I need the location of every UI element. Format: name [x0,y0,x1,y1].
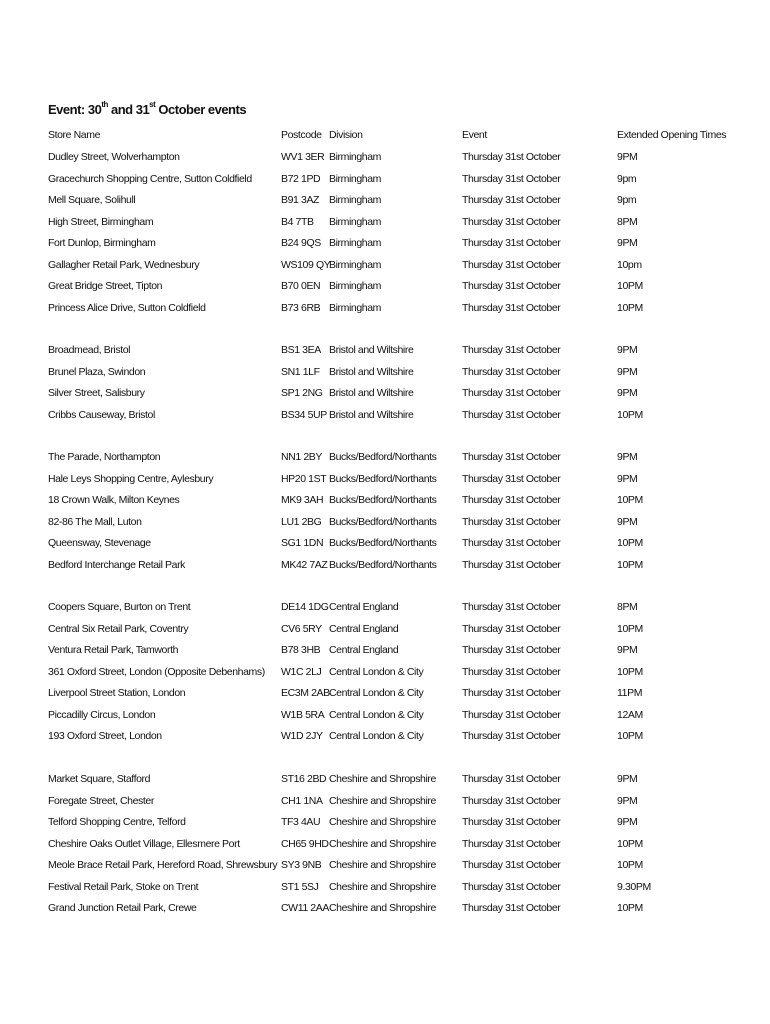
cell-postcode: EC3M 2AB [281,687,330,699]
cell-opening-time: 10PM [617,665,643,678]
cell-store-name: Central Six Retail Park, Coventry [48,622,189,635]
cell-opening-time: 9PM [617,515,638,528]
cell-opening-time: 10PM [617,408,643,421]
cell-opening-time: 12AM [617,708,643,721]
cell-division: Central England [329,644,399,656]
column-header-division: Division [329,129,363,141]
column-header-times: Extended Opening Times [617,129,727,141]
cell-event: Thursday 31st October [462,859,561,871]
column-header-event: Event [462,129,487,141]
cell-event: Thursday 31st October [462,408,561,421]
cell-opening-time: 10PM [617,494,643,506]
table-row [0,664,770,680]
cell-store-name: Cheshire Oaks Outlet Village, Ellesmere Port [48,837,240,850]
cell-division: Bucks/Bedford/Northants [329,537,437,549]
cell-event: Thursday 31st October [462,644,561,656]
cell-postcode: DE14 1DG [281,601,329,613]
cell-postcode: SY3 9NB [281,859,322,871]
cell-store-name: Gallagher Retail Park, Wednesbury [48,258,200,271]
cell-division: Birmingham [329,194,382,206]
cell-division: Central London & City [329,687,424,699]
table-row [0,171,770,187]
cell-division: Bucks/Bedford/Northants [329,494,437,506]
column-header-postcode: Postcode [281,129,322,141]
table-row [0,599,770,615]
cell-opening-time: 10PM [617,558,643,571]
cell-event: Thursday 31st October [462,494,561,506]
title-superscript-th: th [101,100,108,109]
cell-division: Cheshire and Shropshire [329,880,436,893]
cell-event: Thursday 31st October [462,537,561,549]
cell-store-name: Gracechurch Shopping Centre, Sutton Coldfield [48,172,252,185]
cell-opening-time: 9PM [617,237,638,249]
cell-event: Thursday 31st October [462,215,561,228]
cell-store-name: Coopers Square, Burton on Trent [48,601,191,613]
cell-store-name: 361 Oxford Street, London (Opposite Debenhams) [48,665,265,678]
table-row [0,257,770,273]
table-row [0,728,770,744]
cell-store-name: Ventura Retail Park, Tamworth [48,644,179,656]
cell-postcode: HP20 1ST [281,472,327,485]
column-header-store: Store Name [48,129,101,141]
cell-division: Bristol and Wiltshire [329,344,414,356]
cell-postcode: W1D 2JY [281,730,323,742]
cell-postcode: B72 1PD [281,172,321,185]
cell-division: Cheshire and Shropshire [329,773,436,785]
page-title [48,100,246,117]
table-row [0,879,770,895]
cell-postcode: LU1 2BG [281,515,322,528]
cell-event: Thursday 31st October [462,472,561,485]
cell-opening-time: 9PM [617,151,638,163]
cell-division: Central London & City [329,730,424,742]
title-prefix: Event: 30 [48,102,102,117]
cell-opening-time: 10PM [617,537,643,549]
cell-postcode: NN1 2BY [281,451,322,463]
cell-store-name: Dudley Street, Wolverhampton [48,151,180,163]
table-row [0,836,770,852]
cell-opening-time: 10PM [617,902,643,914]
cell-division: Birmingham [329,151,382,163]
cell-opening-time: 9PM [617,344,638,356]
cell-postcode: WS109 QY [281,258,331,271]
cell-event: Thursday 31st October [462,172,561,185]
cell-store-name: 18 Crown Walk, Milton Keynes [48,494,180,506]
cell-postcode: MK42 7AZ [281,558,328,571]
cell-opening-time: 8PM [617,601,638,613]
cell-postcode: WV1 3ER [281,151,325,163]
table-row [0,385,770,401]
cell-store-name: Cribbs Causeway, Bristol [48,408,155,421]
table-row [0,149,770,165]
cell-event: Thursday 31st October [462,365,561,378]
table-row [0,449,770,465]
cell-division: Bristol and Wiltshire [329,387,414,399]
cell-division: Bristol and Wiltshire [329,365,414,378]
cell-opening-time: 9pm [617,194,637,206]
cell-division: Birmingham [329,172,382,185]
cell-division: Central London & City [329,708,424,721]
cell-opening-time: 10pm [617,258,642,271]
cell-division: Birmingham [329,258,382,271]
cell-store-name: Queensway, Stevenage [48,537,151,549]
cell-event: Thursday 31st October [462,280,561,292]
cell-store-name: Silver Street, Salisbury [48,387,145,399]
cell-postcode: CH65 9HD [281,837,329,850]
cell-postcode: B78 3HB [281,644,321,656]
cell-postcode: B73 6RB [281,301,321,314]
cell-event: Thursday 31st October [462,816,561,828]
cell-event: Thursday 31st October [462,601,561,613]
title-superscript-st: st [149,100,156,109]
cell-event: Thursday 31st October [462,451,561,463]
cell-opening-time: 10PM [617,859,643,871]
cell-store-name: The Parade, Northampton [48,451,161,463]
table-row [0,771,770,787]
cell-store-name: Great Bridge Street, Tipton [48,280,163,292]
cell-division: Central London & City [329,665,424,678]
table-row [0,707,770,723]
table-row [0,857,770,873]
cell-store-name: Broadmead, Bristol [48,344,131,356]
cell-event: Thursday 31st October [462,665,561,678]
cell-division: Central England [329,601,399,613]
cell-division: Cheshire and Shropshire [329,816,436,828]
cell-opening-time: 9PM [617,794,638,807]
table-row [0,192,770,208]
cell-opening-time: 9PM [617,387,638,399]
cell-division: Birmingham [329,237,382,249]
cell-division: Central England [329,622,399,635]
cell-event: Thursday 31st October [462,194,561,206]
table-row [0,514,770,530]
cell-opening-time: 9PM [617,451,638,463]
table-row [0,364,770,380]
table-row [0,492,770,508]
table-row [0,557,770,573]
cell-division: Birmingham [329,280,382,292]
cell-division: Bristol and Wiltshire [329,408,414,421]
cell-event: Thursday 31st October [462,237,561,249]
cell-opening-time: 10PM [617,622,643,635]
table-header [0,127,770,143]
cell-event: Thursday 31st October [462,387,561,399]
cell-division: Birmingham [329,215,382,228]
cell-postcode: B91 3AZ [281,194,320,206]
cell-opening-time: 8PM [617,215,638,228]
cell-event: Thursday 31st October [462,344,561,356]
cell-postcode: B4 7TB [281,215,314,228]
cell-store-name: Piccadilly Circus, London [48,708,156,721]
cell-store-name: Princess Alice Drive, Sutton Coldfield [48,301,206,314]
cell-opening-time: 9PM [617,773,638,785]
cell-opening-time: 9PM [617,365,638,378]
cell-event: Thursday 31st October [462,622,561,635]
cell-opening-time: 10PM [617,301,643,314]
table-row [0,278,770,294]
cell-store-name: Meole Brace Retail Park, Hereford Road, Shrewsbury [48,859,278,871]
cell-opening-time: 11PM [617,687,643,699]
cell-store-name: Telford Shopping Centre, Telford [48,816,186,828]
cell-division: Cheshire and Shropshire [329,902,436,914]
cell-event: Thursday 31st October [462,837,561,850]
cell-postcode: ST16 2BD [281,773,327,785]
cell-event: Thursday 31st October [462,902,561,914]
cell-opening-time: 9.30PM [617,880,651,893]
title-suffix: October events [155,102,247,117]
cell-postcode: CW11 2AA [281,902,329,914]
cell-event: Thursday 31st October [462,794,561,807]
table-row [0,900,770,916]
cell-store-name: Festival Retail Park, Stoke on Trent [48,880,199,893]
cell-postcode: BS1 3EA [281,344,321,356]
cell-postcode: CH1 1NA [281,794,323,807]
cell-postcode: W1C 2LJ [281,665,322,678]
cell-postcode: ST1 5SJ [281,880,319,893]
cell-division: Bucks/Bedford/Northants [329,558,437,571]
table-row [0,642,770,658]
cell-event: Thursday 31st October [462,258,561,271]
cell-event: Thursday 31st October [462,301,561,314]
cell-store-name: Hale Leys Shopping Centre, Aylesbury [48,472,214,485]
cell-event: Thursday 31st October [462,687,561,699]
cell-store-name: Market Square, Stafford [48,773,151,785]
table-row [0,214,770,230]
cell-event: Thursday 31st October [462,708,561,721]
cell-store-name: 82-86 The Mall, Luton [48,515,142,528]
cell-opening-time: 10PM [617,280,643,292]
cell-opening-time: 9PM [617,816,638,828]
table-row [0,621,770,637]
cell-opening-time: 9PM [617,472,638,485]
cell-division: Bucks/Bedford/Northants [329,472,437,485]
cell-postcode: CV6 5RY [281,622,322,635]
table-row [0,407,770,423]
cell-store-name: Brunel Plaza, Swindon [48,365,146,378]
cell-division: Cheshire and Shropshire [329,794,436,807]
cell-store-name: Grand Junction Retail Park, Crewe [48,902,197,914]
cell-postcode: SN1 1LF [281,365,320,378]
cell-postcode: BS34 5UP [281,408,327,421]
cell-event: Thursday 31st October [462,773,561,785]
table-row [0,793,770,809]
cell-postcode: TF3 4AU [281,816,321,828]
cell-postcode: W1B 5RA [281,708,325,721]
cell-postcode: SP1 2NG [281,387,323,399]
cell-division: Bucks/Bedford/Northants [329,451,437,463]
cell-opening-time: 9PM [617,644,638,656]
cell-opening-time: 10PM [617,730,643,742]
cell-event: Thursday 31st October [462,880,561,893]
cell-division: Cheshire and Shropshire [329,859,436,871]
cell-event: Thursday 31st October [462,730,561,742]
cell-event: Thursday 31st October [462,558,561,571]
table-row [0,535,770,551]
table-row [0,814,770,830]
cell-store-name: Liverpool Street Station, London [48,687,186,699]
cell-opening-time: 9pm [617,172,637,185]
cell-store-name: Bedford Interchange Retail Park [48,558,186,571]
cell-store-name: High Street, Birmingham [48,215,154,228]
cell-store-name: Mell Square, Solihull [48,194,136,206]
cell-store-name: Fort Dunlop, Birmingham [48,237,156,249]
cell-postcode: B24 9QS [281,237,321,249]
table-row [0,235,770,251]
cell-postcode: B70 0EN [281,280,321,292]
cell-store-name: 193 Oxford Street, London [48,730,162,742]
cell-opening-time: 10PM [617,837,643,850]
cell-event: Thursday 31st October [462,515,561,528]
cell-division: Birmingham [329,301,382,314]
table-row [0,471,770,487]
cell-event: Thursday 31st October [462,151,561,163]
table-row [0,685,770,701]
table-row [0,342,770,358]
cell-division: Bucks/Bedford/Northants [329,515,437,528]
cell-postcode: MK9 3AH [281,494,324,506]
cell-store-name: Foregate Street, Chester [48,794,154,807]
cell-postcode: SG1 1DN [281,537,324,549]
title-middle: and 31 [107,102,150,117]
cell-division: Cheshire and Shropshire [329,837,436,850]
table-row [0,300,770,316]
